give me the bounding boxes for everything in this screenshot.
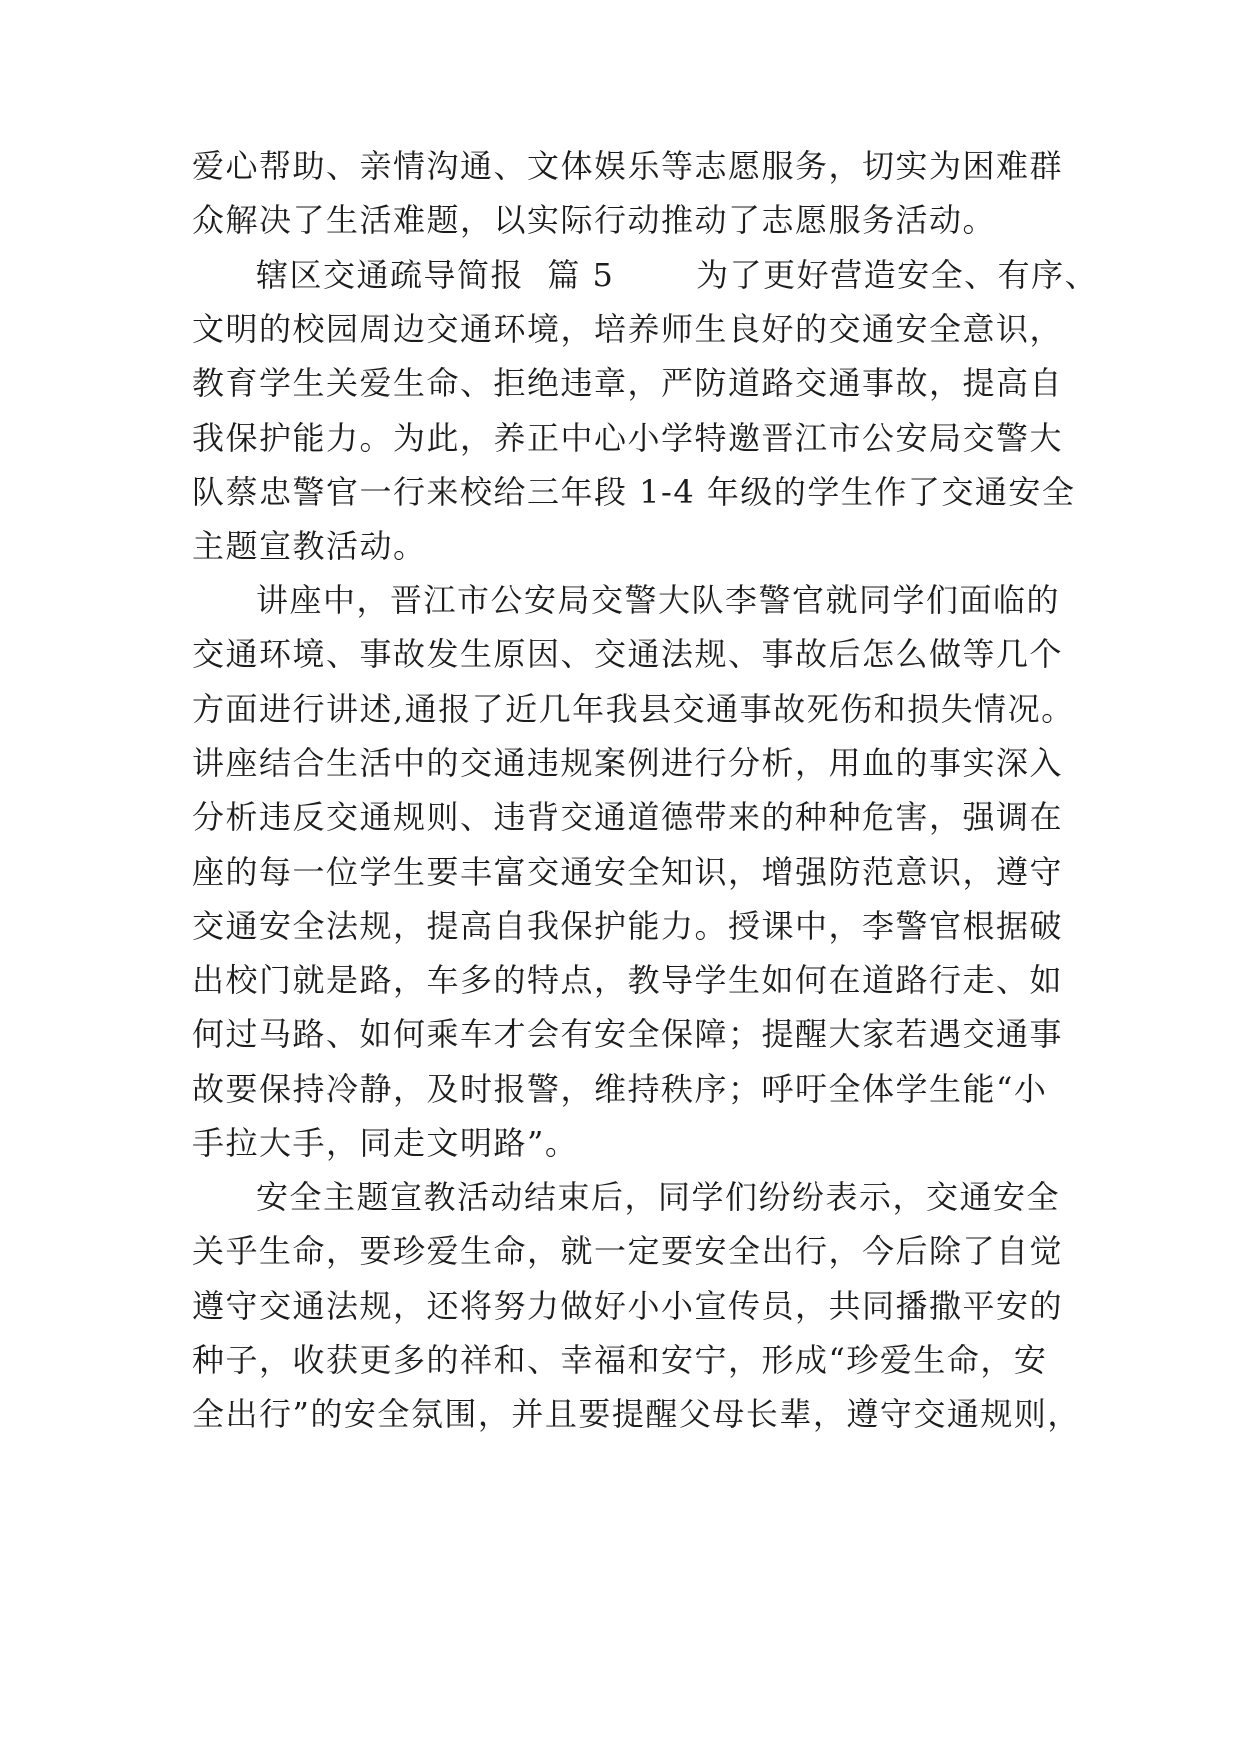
text-line: 交通环境、事故发生原因、交通法规、事故后怎么做等几个 xyxy=(192,635,1064,673)
text-line: 安全主题宣教活动结束后，同学们纷纷表示，交通安全 xyxy=(256,1178,1061,1216)
text-line: 讲座中，晋江市公安局交警大队李警官就同学们面临的 xyxy=(256,581,1061,619)
text-line: 众解决了生活难题，以实际行动推动了志愿服务活动。 xyxy=(192,201,997,239)
text-line: 全出行”的安全氛围，并且要提醒父母长辈，遵守交通规则， xyxy=(192,1395,1081,1433)
text-line: 故要保持冷静，及时报警，维持秩序；呼吁全体学生能“小 xyxy=(192,1070,1048,1108)
text-line: 种子，收获更多的祥和、幸福和安宁，形成“珍爱生命，安 xyxy=(192,1341,1048,1379)
text-line: 我保护能力。为此，养正中心小学特邀晋江市公安局交警大 xyxy=(192,419,1064,457)
text-line: 爱心帮助、亲情沟通、文体娱乐等志愿服务，切实为困难群 xyxy=(192,147,1064,185)
text-line: 关乎生命，要珍爱生命，就一定要安全出行，今后除了自觉 xyxy=(192,1232,1064,1270)
text-line: 何过马路、如何乘车才会有安全保障；提醒大家若遇交通事 xyxy=(192,1015,1064,1053)
section-heading-line: 辖区交通疏导简报 篇 5 为了更好营造安全、有序、 xyxy=(256,256,1099,294)
text-line: 分析违反交通规则、违背交通道德带来的种种危害，强调在 xyxy=(192,798,1064,836)
text-line: 手拉大手，同走文明路”。 xyxy=(192,1124,579,1162)
text-line: 方面进行讲述,通报了近几年我县交通事故死伤和损失情况。 xyxy=(192,690,1075,728)
text-line: 讲座结合生活中的交通违规案例进行分析，用血的事实深入 xyxy=(192,744,1064,782)
text-line: 队蔡忠警官一行来校给三年段 1-4 年级的学生作了交通安全 xyxy=(192,473,1076,511)
text-line: 教育学生关爱生命、拒绝违章，严防道路交通事故，提高自 xyxy=(192,364,1064,402)
text-line: 遵守交通法规，还将努力做好小小宣传员，共同播撒平安的 xyxy=(192,1287,1064,1325)
text-line: 文明的校园周边交通环境，培养师生良好的交通安全意识， xyxy=(192,310,1064,348)
text-line: 座的每一位学生要丰富交通安全知识，增强防范意识，遵守 xyxy=(192,853,1064,891)
text-line: 出校门就是路，车多的特点，教导学生如何在道路行走、如 xyxy=(192,961,1064,999)
text-line: 主题宣教活动。 xyxy=(192,527,427,565)
text-line: 交通安全法规，提高自我保护能力。授课中，李警官根据破 xyxy=(192,907,1064,945)
